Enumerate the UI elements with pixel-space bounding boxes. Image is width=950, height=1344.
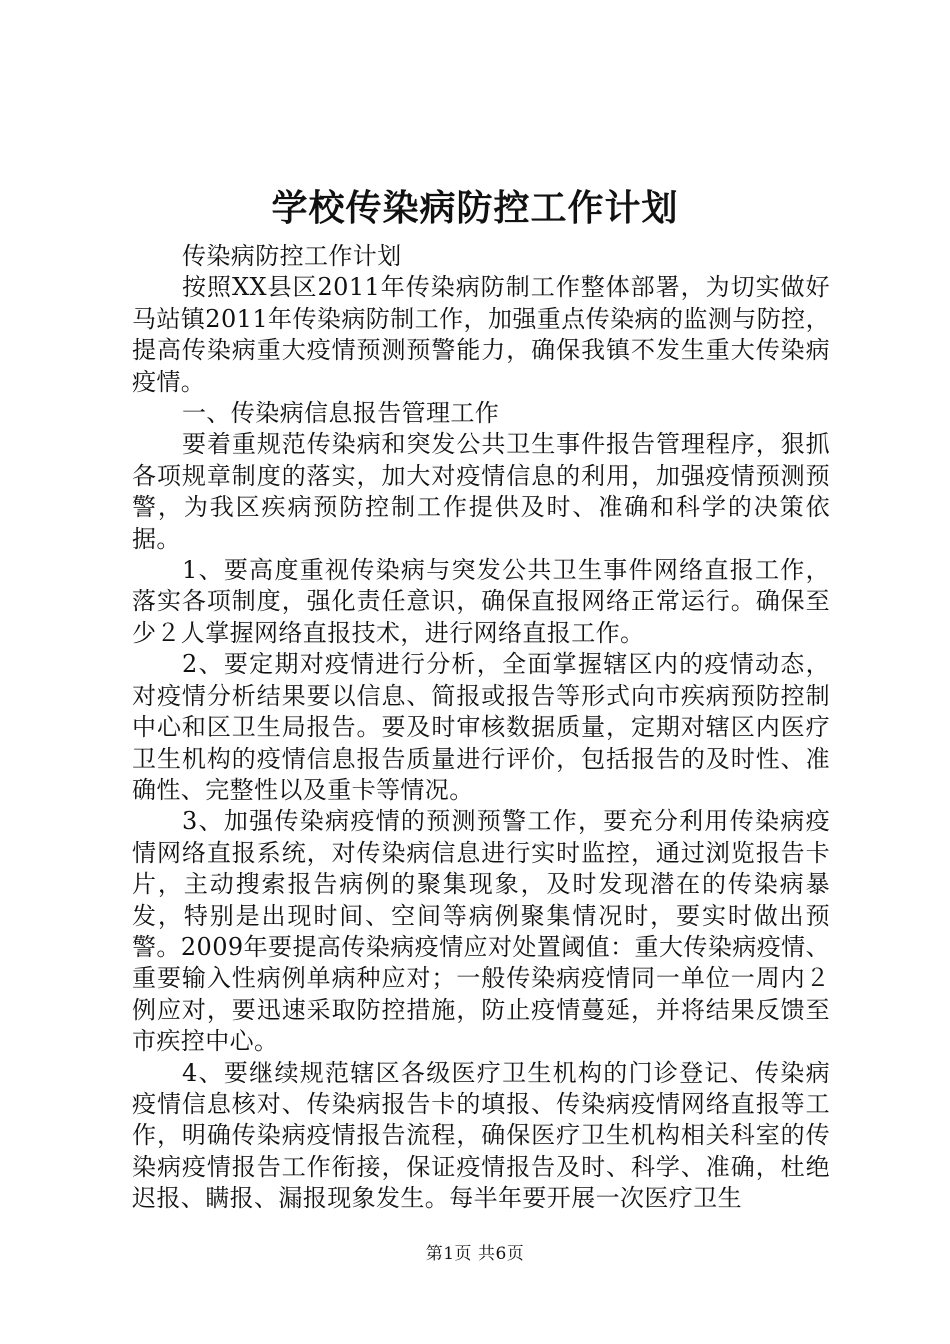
paragraph-item-2: 2、要定期对疫情进行分析，全面掌握辖区内的疫情动态，对疫情分析结果要以信息、简报或报告等形式向市疾病预防控制中心和区卫生局报告。要及时审核数据质量，定期对辖区内医疗卫生机构的疫情信息报告质量进行评价，包括报告的及时性、准确性、完整性以及重卡等情况。 <box>132 650 830 804</box>
paragraph-item-3: 3、加强传染病疫情的预测预警工作，要充分利用传染病疫情网络直报系统，对传染病信息进行实时监控，通过浏览报告卡片，主动搜索报告病例的聚集现象，及时发现潜在的传染病暴发，特别是出现时间、空间等病例聚集情况时，要实时做出预警。2009年要提高传染病疫情应对处置阈值：重大传染病疫情、重要输入性病例单病种应对；一般传染病疫情同一单位一周内２例应对，要迅速采取防控措施，防止疫情蔓延，并将结果反馈至市疾控中心。 <box>132 807 830 1056</box>
page-footer: 第1页 共6页 <box>425 1244 525 1264</box>
paragraph-item-4: 4、要继续规范辖区各级医疗卫生机构的门诊登记、传染病疫情信息核对、传染病报告卡的填报、传染病疫情网络直报等工作，明确传染病疫情报告流程，确保医疗卫生机构相关科室的传染病疫情报告工作衔接，保证疫情报告及时、科学、准确，杜绝迟报、瞒报、漏报现象发生。每半年要开展一次医疗卫生 <box>132 1058 830 1213</box>
paragraph-section-1: 要着重规范传染病和突发公共卫生事件报告管理程序，狠抓各项规章制度的落实，加大对疫情信息的利用，加强疫情预测预警，为我区疾病预防控制工作提供及时、准确和科学的决策依据。 <box>132 430 830 553</box>
section-heading-1: 一、传染病信息报告管理工作 <box>182 399 500 428</box>
document-title: 学校传染病防控工作计划 <box>271 187 679 229</box>
paragraph-item-1: 1、要高度重视传染病与突发公共卫生事件网络直报工作，落实各项制度，强化责任意识，确保直报网络正常运行。确保至少２人掌握网络直报技术，进行网络直报工作。 <box>132 556 830 647</box>
paragraph-intro: 按照XX县区2011年传染病防制工作整体部署，为切实做好马站镇2011年传染病防制工作，加强重点传染病的监测与防控，提高传染病重大疫情预测预警能力，确保我镇不发生重大传染病疫情。 <box>132 273 830 396</box>
paragraph-subtitle: 传染病防控工作计划 <box>182 242 402 270</box>
document-body <box>132 241 830 1215</box>
